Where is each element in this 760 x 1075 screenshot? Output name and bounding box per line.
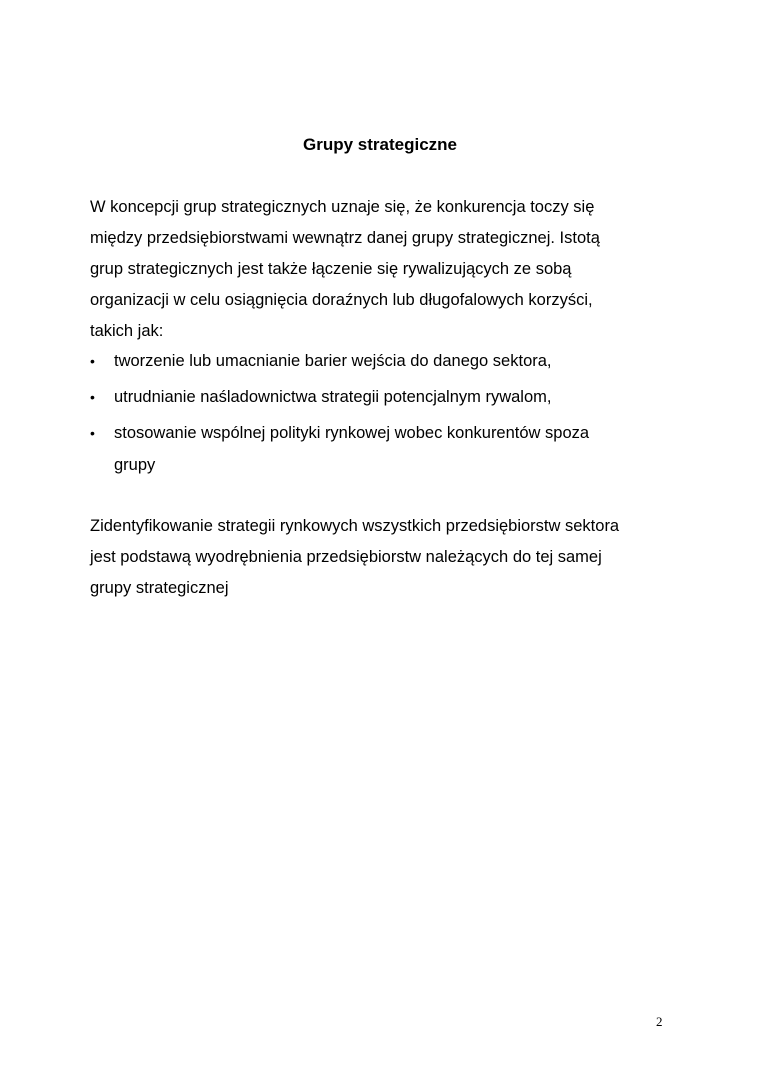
bullet-text	[114, 345, 680, 377]
bullet-list	[90, 345, 680, 485]
paragraph-line: grupy strategicznej	[90, 579, 229, 597]
paragraph-line: między przedsiębiorstwami wewnątrz danej grupy strategicznej. Istotą	[90, 229, 600, 247]
paragraph-line: W koncepcji grup strategicznych uznaje się, że konkurencja toczy się	[90, 198, 595, 216]
bullet-line: utrudnianie naśladownictwa strategii potencjalnym rywalom,	[114, 388, 552, 406]
bullet-item	[90, 381, 680, 413]
paragraph-line: organizacji w celu osiągnięcia doraźnych lub długofalowych korzyści,	[90, 291, 593, 309]
bullet-line: stosowanie wspólnej polityki rynkowej wobec konkurentów spoza	[114, 424, 590, 442]
bullet-icon: •	[90, 425, 95, 441]
bullet-item	[90, 345, 680, 377]
paragraph-line: grup strategicznych jest także łączenie się rywalizujących ze sobą	[90, 260, 572, 278]
bullet-line: tworzenie lub umacnianie barier wejścia do danego sektora,	[114, 352, 552, 370]
bullet-icon: •	[90, 353, 95, 369]
document-title: Grupy strategiczne	[303, 135, 457, 154]
bullet-item	[90, 417, 680, 481]
bullet-icon: •	[90, 389, 95, 405]
paragraph-line: takich jak:	[90, 322, 164, 340]
bullet-text	[114, 417, 680, 481]
bullet-text	[114, 381, 680, 413]
paragraph-line: Zidentyfikowanie strategii rynkowych wszystkich przedsiębiorstw sektora	[90, 517, 620, 535]
paragraph-line: jest podstawą wyodrębnienia przedsiębiorstw należących do tej samej	[90, 548, 602, 566]
conclusion-paragraph	[90, 511, 670, 604]
intro-paragraph	[90, 192, 670, 347]
page-number: 2	[656, 1014, 663, 1029]
bullet-line: grupy	[114, 456, 156, 474]
